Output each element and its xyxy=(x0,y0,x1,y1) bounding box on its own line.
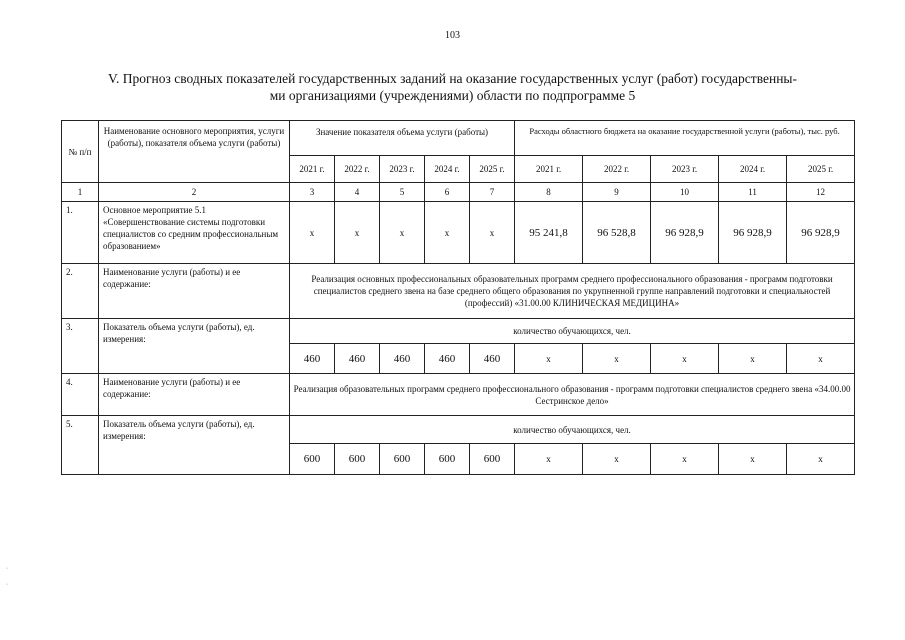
row-name: Основное мероприятие 5.1 «Совершенствование системы подготовки специалистов со средним профессиональным образованием» xyxy=(99,202,290,264)
column-number: 10 xyxy=(651,183,719,202)
header-volume-year: 2025 г. xyxy=(470,156,515,183)
column-number: 6 xyxy=(425,183,470,202)
column-number-row xyxy=(62,183,855,202)
budget-cell: х xyxy=(515,344,583,374)
volume-cell: х xyxy=(335,202,380,264)
margin-mark: · xyxy=(6,566,8,572)
row-number: 4. xyxy=(62,374,99,416)
volume-cell: 460 xyxy=(470,344,515,374)
header-budget-year: 2024 г. xyxy=(719,156,787,183)
row-number: 3. xyxy=(62,319,99,374)
title-line-1: V. Прогноз сводных показателей государственных заданий на оказание государственных услуг (работ) государственны- xyxy=(108,71,797,86)
budget-cell: х xyxy=(515,444,583,475)
unit-label: количество обучающихся, чел. xyxy=(290,319,855,344)
budget-cell: 96 928,9 xyxy=(787,202,855,264)
forecast-table xyxy=(61,120,855,475)
row-name: Наименование услуги (работы) и ее содержание: xyxy=(99,264,290,319)
row-name: Наименование услуги (работы) и ее содержание: xyxy=(99,374,290,416)
section-title xyxy=(60,70,845,104)
title-line-2: ми организациями (учреждениями) области по подпрограмме 5 xyxy=(269,88,636,103)
header-row-1 xyxy=(62,121,855,156)
header-volume-year: 2022 г. xyxy=(335,156,380,183)
header-volume-group: Значение показателя объема услуги (работы) xyxy=(290,121,515,156)
header-volume-year: 2024 г. xyxy=(425,156,470,183)
budget-cell: х xyxy=(719,344,787,374)
volume-cell: х xyxy=(470,202,515,264)
column-number: 1 xyxy=(62,183,99,202)
column-number: 7 xyxy=(470,183,515,202)
budget-cell: х xyxy=(787,344,855,374)
budget-cell: 96 928,9 xyxy=(719,202,787,264)
budget-cell: х xyxy=(787,444,855,475)
service-content: Реализация основных профессиональных образовательных программ среднего профессионального образования - программ подготовки специалистов среднего звена на базе среднего общего образования по укрупненной группе направлений подготовки и специальностей (профессий) «31.00.00 КЛИНИЧЕСКАЯ МЕДИЦИНА» xyxy=(290,264,855,319)
volume-cell: х xyxy=(425,202,470,264)
header-num: № п/п xyxy=(62,121,99,183)
volume-cell: 600 xyxy=(290,444,335,475)
table-row xyxy=(62,264,855,319)
budget-cell: х xyxy=(719,444,787,475)
table-row xyxy=(62,416,855,444)
volume-cell: 600 xyxy=(380,444,425,475)
column-number: 3 xyxy=(290,183,335,202)
row-number: 1. xyxy=(62,202,99,264)
unit-label: количество обучающихся, чел. xyxy=(290,416,855,444)
table-row xyxy=(62,319,855,344)
budget-cell: 95 241,8 xyxy=(515,202,583,264)
column-number: 5 xyxy=(380,183,425,202)
budget-cell: 96 528,8 xyxy=(583,202,651,264)
service-content: Реализация образовательных программ среднего профессионального образования - программ подготовки специалистов среднего звена «34.00.00 Сестринское дело» xyxy=(290,374,855,416)
margin-mark: · xyxy=(6,582,8,588)
column-number: 4 xyxy=(335,183,380,202)
row-name: Показатель объема услуги (работы), ед. измерения: xyxy=(99,416,290,475)
volume-cell: 600 xyxy=(470,444,515,475)
volume-cell: 600 xyxy=(335,444,380,475)
row-number: 5. xyxy=(62,416,99,475)
budget-cell: 96 928,9 xyxy=(651,202,719,264)
budget-cell: х xyxy=(651,344,719,374)
column-number: 11 xyxy=(719,183,787,202)
volume-cell: 460 xyxy=(290,344,335,374)
column-number: 9 xyxy=(583,183,651,202)
volume-cell: 460 xyxy=(425,344,470,374)
header-name: Наименование основного мероприятия, услуги (работы), показателя объема услуги (работы) xyxy=(99,121,290,183)
header-volume-year: 2021 г. xyxy=(290,156,335,183)
column-number: 12 xyxy=(787,183,855,202)
header-budget-year: 2025 г. xyxy=(787,156,855,183)
volume-cell: х xyxy=(290,202,335,264)
header-budget-group: Расходы областного бюджета на оказание государственной услуги (работы), тыс. руб. xyxy=(515,121,855,156)
row-number: 2. xyxy=(62,264,99,319)
table-row xyxy=(62,202,855,264)
volume-cell: 600 xyxy=(425,444,470,475)
table-row xyxy=(62,374,855,416)
column-number: 8 xyxy=(515,183,583,202)
header-volume-year: 2023 г. xyxy=(380,156,425,183)
row-name: Показатель объема услуги (работы), ед. измерения: xyxy=(99,319,290,374)
volume-cell: 460 xyxy=(335,344,380,374)
page-number: 103 xyxy=(445,30,460,41)
header-budget-year: 2022 г. xyxy=(583,156,651,183)
budget-cell: х xyxy=(651,444,719,475)
budget-cell: х xyxy=(583,444,651,475)
volume-cell: х xyxy=(380,202,425,264)
header-budget-year: 2023 г. xyxy=(651,156,719,183)
budget-cell: х xyxy=(583,344,651,374)
header-budget-year: 2021 г. xyxy=(515,156,583,183)
column-number: 2 xyxy=(99,183,290,202)
volume-cell: 460 xyxy=(380,344,425,374)
